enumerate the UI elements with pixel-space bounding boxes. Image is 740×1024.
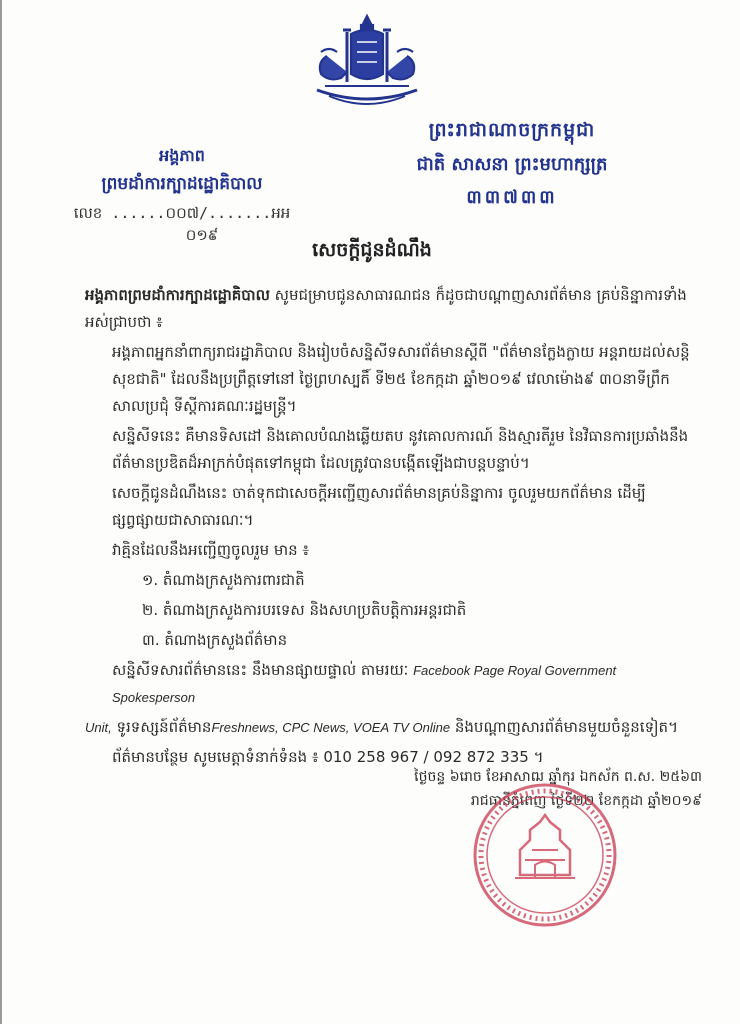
outlets-tv-label: ទូរទស្សន៍ព័ត៌មាន: [116, 718, 212, 736]
outlets-unit: Unit,: [85, 720, 112, 735]
kingdom-name: ព្រះរាជាណាចក្រកម្ពុជា: [428, 119, 596, 141]
paragraph-event: អង្គភាពអ្នកនាំពាក្យរាជរដ្ឋាភិបាល និងរៀបចំសន្និសីទសារព័ត៌មានស្តីពី "ព័ត៌មានក្លែងក្លាយ អន្តរាយដល់សន្តិសុខជាតិ" ដែលនឹងប្រព្រឹត្តទៅនៅ ថ្ងៃព្រហស្បតិ៍ ទី២៥ ខែកក្កដា ឆ្នាំ២០១៩ វេលាម៉ោង៩ ៣០នាទីព្រឹក សាលប្រជុំ ទីស្តីការគណៈរដ្ឋមន្ត្រី។: [112, 343, 690, 415]
contact-phone: 010 258 967 / 092 872 335: [323, 748, 529, 766]
outlets-rest: និងបណ្តាញសារព័ត៌មានមួយចំនួនទៀត។: [454, 718, 678, 736]
contact-label: ព័ត៌មានបន្ថែម សូមមេត្តាទំនាក់ទំនង ៖: [112, 748, 319, 766]
lunar-date: ថ្ងៃចន្ទ ៦រោច ខែអាសាឍ ឆ្នាំកុរ ឯកស័ក ព.ស. ២៥៦៣: [414, 769, 702, 785]
header-ornament: ៣៣៧៣៣: [466, 187, 558, 208]
solar-date: រាជធានីភ្នំពេញ ថ្ងៃទី២២ ខែកក្កដា ឆ្នាំ២០១៩: [470, 793, 702, 809]
office-seal-icon: [470, 780, 620, 930]
speaker-item-2: ២. តំណាងក្រសួងការបរទេស និងសហប្រតិបត្តិការអន្តរជាតិ: [142, 601, 467, 619]
paragraph-broadcast: [112, 657, 694, 711]
notice-body: [85, 282, 694, 774]
paragraph-purpose: សន្និសីទនេះ គឺមានទិសដៅ និងគោលបំណងឆ្លើយតប នូវគោលការណ៍ និងស្មារតីរួម នៃវិធានការប្រឆាំងនឹងព័ត៌មានប្រឌិតដ៏អាក្រក់បំផុតទៅកម្ពុជា ដែលត្រូវបានបង្កើតឡើងជាបន្តបន្ទាប់។: [112, 427, 689, 472]
broadcast-facebook: Facebook Page Royal Government Spokesperson: [112, 663, 617, 705]
notice-title: សេចក្តីជូនដំណឹង: [312, 239, 432, 261]
reference-number-suffix: ០១៩: [185, 226, 219, 244]
reference-number-main: លេខ ......០០៧/.......អអ: [73, 204, 291, 222]
paragraph-outlets: [85, 714, 694, 741]
paragraph-intro: [85, 282, 694, 336]
paragraph-invitation: សេចក្តីជូនដំណឹងនេះ ចាត់ទុកជាសេចក្តីអញ្ជើញសារព័ត៌មានគ្រប់និន្នាការ ចូលរួមយកព័ត៌មាន ដើម្បីផ្សព្វផ្សាយជាសាធារណៈ។: [112, 484, 646, 529]
intro-lead: អង្គភាពព្រមដាំការក្បាដដ្ឋោគិបាល: [85, 286, 270, 304]
paragraph-speakers-intro: វាគ្មិនដែលនឹងអញ្ជើញចូលរួម មាន ៖: [112, 541, 310, 559]
speaker-item-1: ១. តំណាងក្រសួងការពារជាតិ: [142, 571, 305, 589]
national-motto: ជាតិ សាសនា ព្រះមហាក្សត្រ: [416, 154, 608, 175]
broadcast-text: សន្និសីទសារព័ត៌មាននេះ នឹងមានផ្សាយផ្ទាល់ តាមរយៈ: [112, 661, 409, 679]
royal-arms-icon: [307, 12, 427, 112]
outlets-list: Freshnews, CPC News, VOEA TV Online: [211, 720, 451, 735]
speaker-item-3: ៣. តំណាងក្រសួងព័ត៌មាន: [142, 631, 288, 649]
contact-end: ។: [533, 748, 544, 766]
office-name: ព្រមដាំការក្បាដដ្ឋោគិបាល: [101, 174, 263, 194]
office-unit: អង្គភាព: [159, 146, 205, 165]
intro-rest: សូមជម្រាបជូនសាធារណជន ក៏ដូចជាបណ្តាញសារព័ត៌មាន គ្រប់និន្នាការទាំងអស់ជ្រាបថា ៖: [85, 286, 687, 331]
kingdom-header: [362, 118, 662, 212]
issuing-office: [72, 145, 292, 248]
